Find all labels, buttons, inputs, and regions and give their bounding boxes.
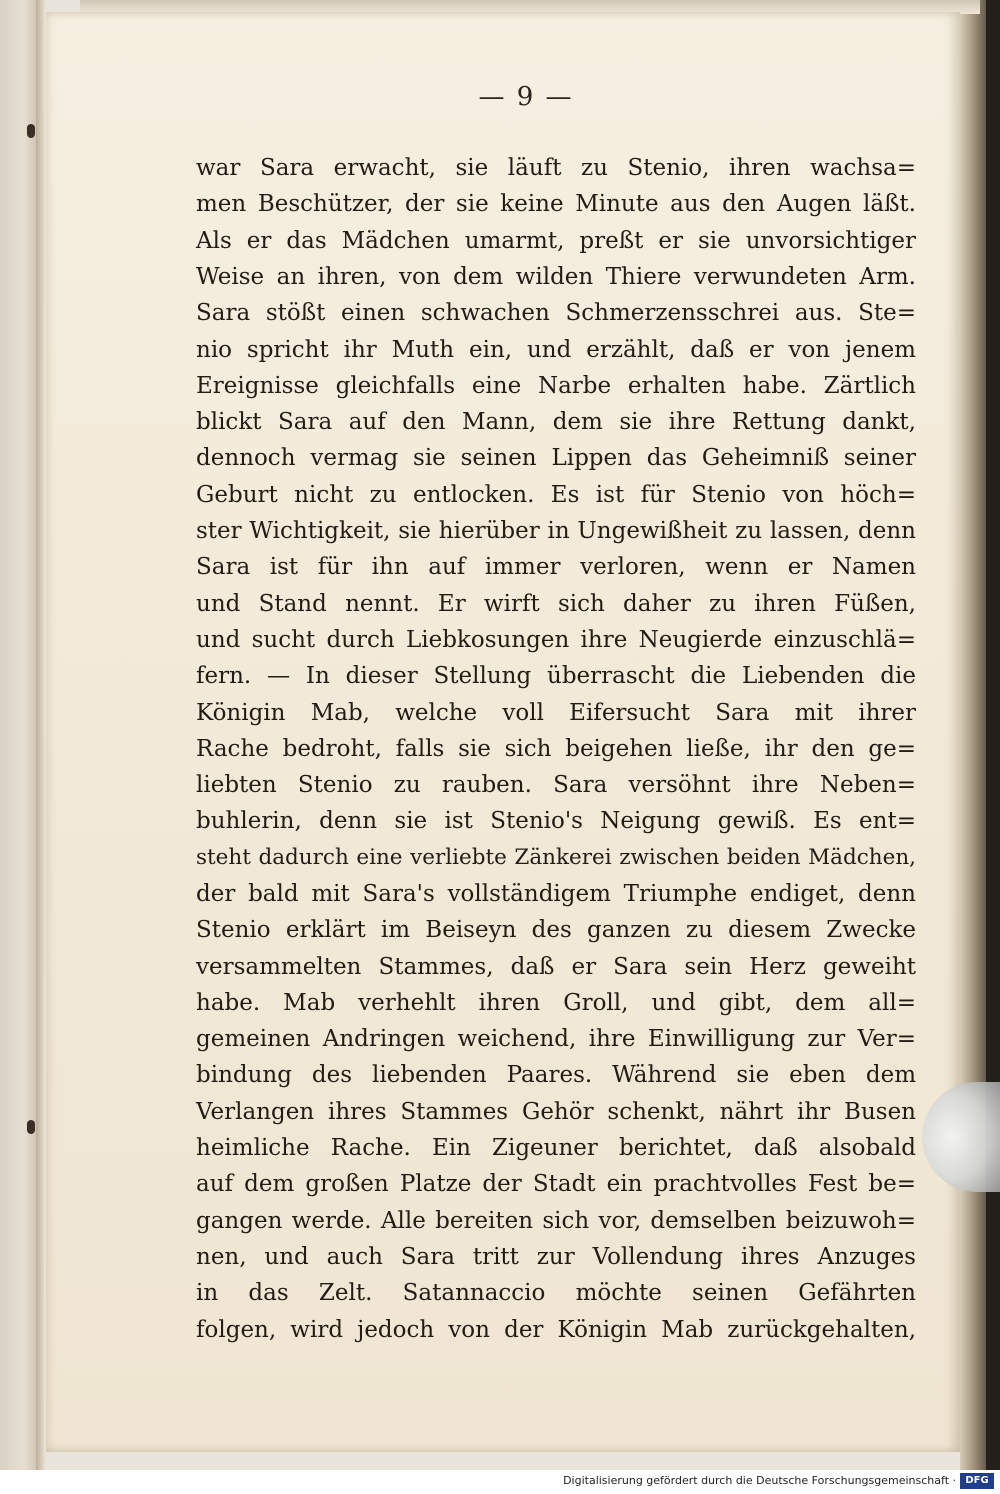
page-number: — 9 — [478, 82, 574, 112]
footer-bar [0, 1470, 1000, 1494]
text-line: war Sara erwacht, sie läuft zu Stenio, ihren wachsa= [196, 155, 916, 181]
text-line: fern. — In dieser Stellung überrascht die Liebenden die [196, 663, 916, 689]
text-line: und Stand nennt. Er wirft sich daher zu ihren Füßen, [196, 591, 916, 617]
text-line: versammelten Stammes, daß er Sara sein Herz geweiht [196, 954, 916, 980]
text-line: der bald mit Sara's vollständigem Triumphe endiget, denn [196, 881, 916, 907]
text-line: Als er das Mädchen umarmt, preßt er sie unvorsichtiger [196, 228, 916, 254]
text-line: nen, und auch Sara tritt zur Vollendung ihres Anzuges [196, 1244, 916, 1270]
funding-credit: Digitalisierung gefördert durch die Deutsche Forschungsgemeinschaft · [563, 1474, 956, 1487]
text-line: Sara stößt einen schwachen Schmerzensschrei aus. Ste= [196, 300, 916, 326]
text-line: Verlangen ihres Stammes Gehör schenkt, nährt ihr Busen [196, 1099, 916, 1125]
text-line: gangen werde. Alle bereiten sich vor, demselben beizuwoh= [196, 1208, 916, 1234]
text-line: Stenio erklärt im Beiseyn des ganzen zu diesem Zwecke [196, 917, 916, 943]
text-line: und sucht durch Liebkosungen ihre Neugierde einzuschlä= [196, 627, 916, 653]
binding-mark [27, 1120, 35, 1134]
text-line: men Beschützer, der sie keine Minute aus den Augen läßt. [196, 191, 916, 217]
text-line: steht dadurch eine verliebte Zänkerei zwischen beiden Mädchen, [196, 845, 916, 870]
text-line: nio spricht ihr Muth ein, und erzählt, daß er von jenem [196, 337, 916, 363]
text-line: gemeinen Andringen weichend, ihre Einwilligung zur Ver= [196, 1026, 916, 1052]
text-line: dennoch vermag sie seinen Lippen das Geheimniß seiner [196, 445, 916, 471]
text-line: Rache bedroht, falls sie sich beigehen ließe, ihr den ge= [196, 736, 916, 762]
facing-page-edge [0, 0, 40, 1470]
text-line: in das Zelt. Satannaccio möchte seinen Gefährten [196, 1280, 916, 1306]
text-line: habe. Mab verhehlt ihren Groll, und gibt, dem all= [196, 990, 916, 1016]
text-line: heimliche Rache. Ein Zigeuner berichtet, daß alsobald [196, 1135, 916, 1161]
binding-mark [27, 124, 35, 138]
spine-shadow [36, 0, 46, 1470]
text-line: bindung des liebenden Paares. Während sie eben dem [196, 1062, 916, 1088]
dfg-logo-icon: DFG [960, 1473, 994, 1489]
text-line: ster Wichtigkeit, sie hierüber in Ungewißheit zu lassen, denn [196, 518, 916, 544]
text-line: Sara ist für ihn auf immer verloren, wenn er Namen [196, 554, 916, 580]
text-line: Ereignisse gleichfalls eine Narbe erhalten habe. Zärtlich [196, 373, 916, 399]
text-line: blickt Sara auf den Mann, dem sie ihre Rettung dankt, [196, 409, 916, 435]
text-line: liebten Stenio zu rauben. Sara versöhnt ihre Neben= [196, 772, 916, 798]
text-line: Geburt nicht zu entlocken. Es ist für Stenio von höch= [196, 482, 916, 508]
paper-page [46, 12, 960, 1452]
text-line: buhlerin, denn sie ist Stenio's Neigung gewiß. Es ent= [196, 808, 916, 834]
text-line: Weise an ihren, von dem wilden Thiere verwundeten Arm. [196, 264, 916, 290]
text-line: auf dem großen Platze der Stadt ein prachtvolles Fest be= [196, 1171, 916, 1197]
text-line: folgen, wird jedoch von der Königin Mab zurückgehalten, [196, 1317, 916, 1343]
text-line: Königin Mab, welche voll Eifersucht Sara mit ihrer [196, 700, 916, 726]
scanner-background [986, 0, 1000, 1470]
